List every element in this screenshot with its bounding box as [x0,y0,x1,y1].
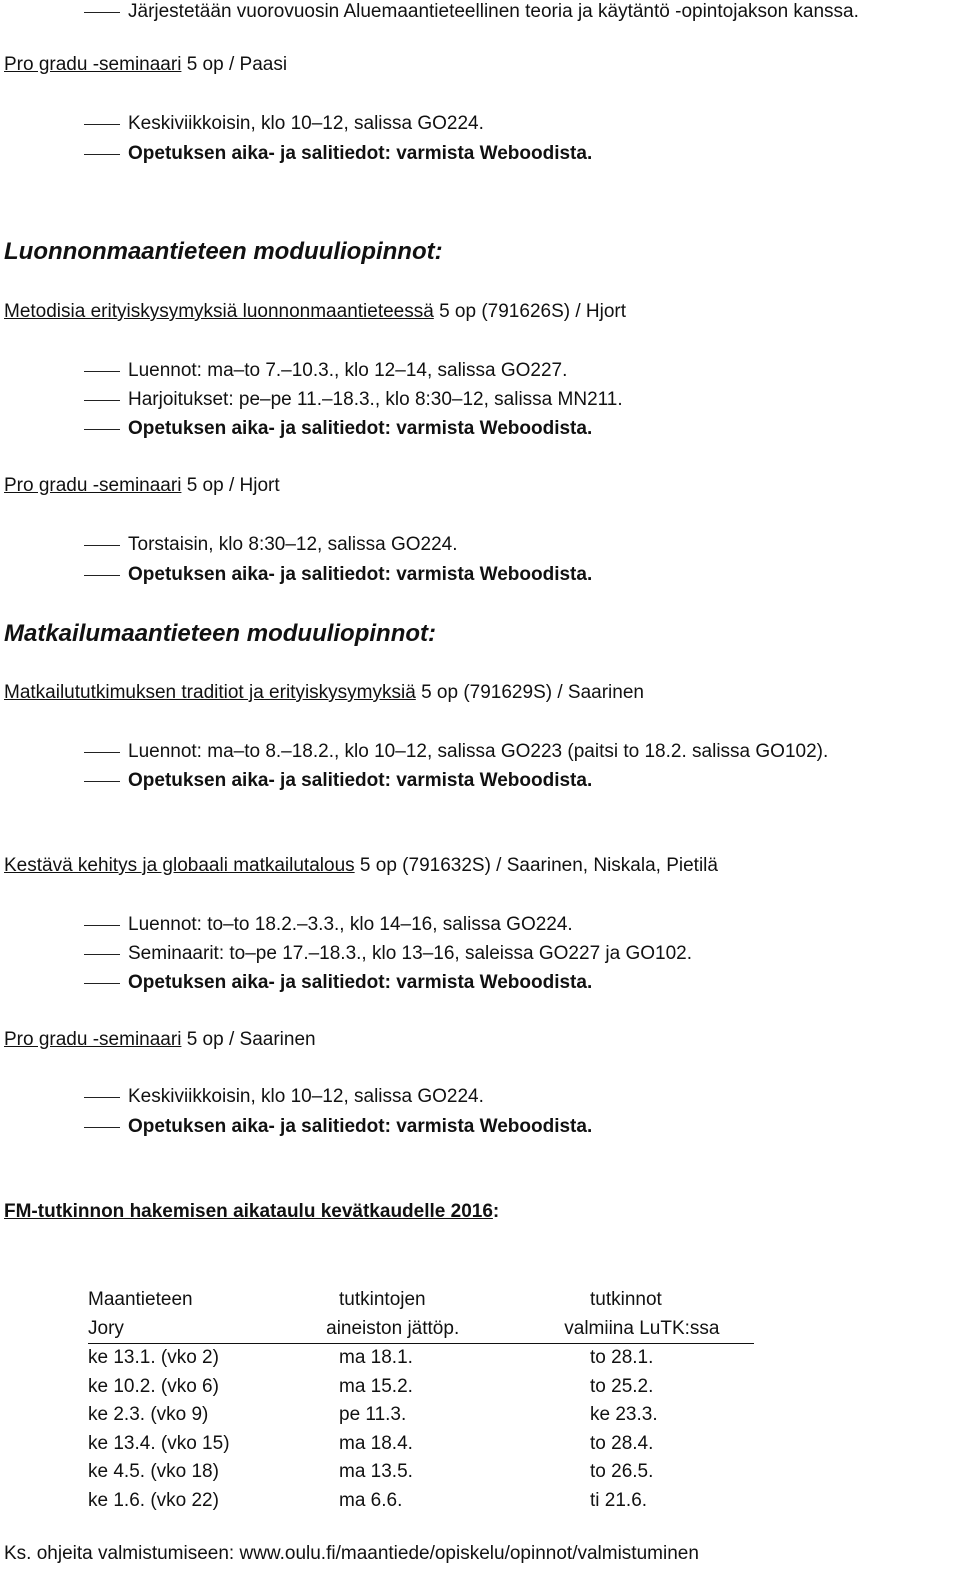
bullet-text: Luennot: ma–to 7.–10.3., klo 12–14, salissa GO227. [128,360,568,381]
table-row: ke 10.2. (vko 6) ma 15.2. to 25.2. [88,1375,654,1397]
dash-icon [84,1127,120,1128]
course-paasi: Pro gradu -seminaari 5 op / Paasi [4,54,288,75]
schedule-heading: FM-tutkinnon hakemisen aikataulu kevätkaudelle 2016: [4,1201,500,1222]
table-header-row: Maantieteen tutkintojen tutkinnot [88,1289,662,1310]
course-title-link[interactable]: Matkailututkimuksen traditiot ja erityiskysymyksiä [4,682,416,703]
dash-icon [84,124,120,125]
dash-icon [84,575,120,576]
dash-icon [84,12,120,13]
dash-icon [84,429,120,430]
dash-icon [84,752,120,753]
dash-icon [84,954,120,955]
section-heading-matka: Matkailumaantieteen moduuliopinnot: [4,620,437,647]
course-progradu-hjort: Pro gradu -seminaari 5 op / Hjort [4,475,280,496]
bullet-text: Opetuksen aika- ja salitiedot: varmista Weboodista. [128,143,593,164]
bullet-text: Keskiviikkoisin, klo 10–12, salissa GO224. [128,113,484,134]
bullet-text: Opetuksen aika- ja salitiedot: varmista Weboodista. [128,564,593,585]
course-metodisia: Metodisia erityiskysymyksiä luonnonmaantieteessä 5 op (791626S) / Hjort [4,301,627,322]
table-row: ke 13.1. (vko 2) ma 18.1. to 28.1. [88,1347,654,1368]
table-row: ke 13.4. (vko 15) ma 18.4. to 28.4. [88,1432,654,1454]
table-row: ke 1.6. (vko 22) ma 6.6. ti 21.6. [88,1489,648,1511]
dash-icon [84,781,120,782]
bullet-text: Seminaarit: to–pe 17.–18.3., klo 13–16, saleissa GO227 ja GO102. [128,943,693,964]
bullet-text: Opetuksen aika- ja salitiedot: varmista Weboodista. [128,972,593,993]
footer-link-text[interactable]: Ks. ohjeita valmistumiseen: www.oulu.fi/maantiede/opiskelu/opinnot/valmistuminen [4,1543,699,1564]
course-title-link[interactable]: Metodisia erityiskysymyksiä luonnonmaantieteessä [4,301,434,322]
course-title-link[interactable]: Pro gradu -seminaari [4,475,182,496]
bullet-text: Harjoitukset: pe–pe 11.–18.3., klo 8:30–12, salissa MN211. [128,389,623,410]
dash-icon [84,545,120,546]
bullet-text: Järjestetään vuorovuosin Aluemaantieteellinen teoria ja käytäntö -opintojakson kanssa. [128,1,859,22]
dash-icon [84,371,120,372]
dash-icon [84,1097,120,1098]
bullet-text: Torstaisin, klo 8:30–12, salissa GO224. [128,534,458,555]
course-title-link[interactable]: Kestävä kehitys ja globaali matkailutalous [4,855,355,876]
course-progradu-saarinen: Pro gradu -seminaari 5 op / Saarinen [4,1029,316,1050]
section-heading-luonnon: Luonnonmaantieteen moduuliopinnot: [4,238,443,265]
course-kestava-kehitys: Kestävä kehitys ja globaali matkailutalous 5 op (791632S) / Saarinen, Niskala, Pietilä [4,855,718,876]
course-title-link[interactable]: Pro gradu -seminaari [4,1029,182,1050]
table-row: ke 4.5. (vko 18) ma 13.5. to 26.5. [88,1461,654,1482]
bullet-text: Luennot: to–to 18.2.–3.3., klo 14–16, salissa GO224. [128,914,573,935]
bullet-text: Luennot: ma–to 8.–18.2., klo 10–12, salissa GO223 (paitsi to 18.2. salissa GO102). [128,741,829,762]
bullet-text: Opetuksen aika- ja salitiedot: varmista Weboodista. [128,418,593,439]
table-header-row: Jory aineiston jättöp. valmiina LuTK:ssa [88,1315,754,1345]
dash-icon [84,400,120,401]
dash-icon [84,154,120,155]
bullet-text: Opetuksen aika- ja salitiedot: varmista Weboodista. [128,770,593,791]
course-title-link[interactable]: Pro gradu -seminaari [4,54,182,75]
bullet-text: Keskiviikkoisin, klo 10–12, salissa GO224. [128,1086,484,1107]
bullet-text: Opetuksen aika- ja salitiedot: varmista Weboodista. [128,1116,593,1137]
dash-icon [84,983,120,984]
dash-icon [84,925,120,926]
table-row: ke 2.3. (vko 9) pe 11.3. ke 23.3. [88,1404,658,1425]
course-matkailututkimus: Matkailututkimuksen traditiot ja erityiskysymyksiä 5 op (791629S) / Saarinen [4,682,644,703]
schedule-table [88,1286,790,1515]
